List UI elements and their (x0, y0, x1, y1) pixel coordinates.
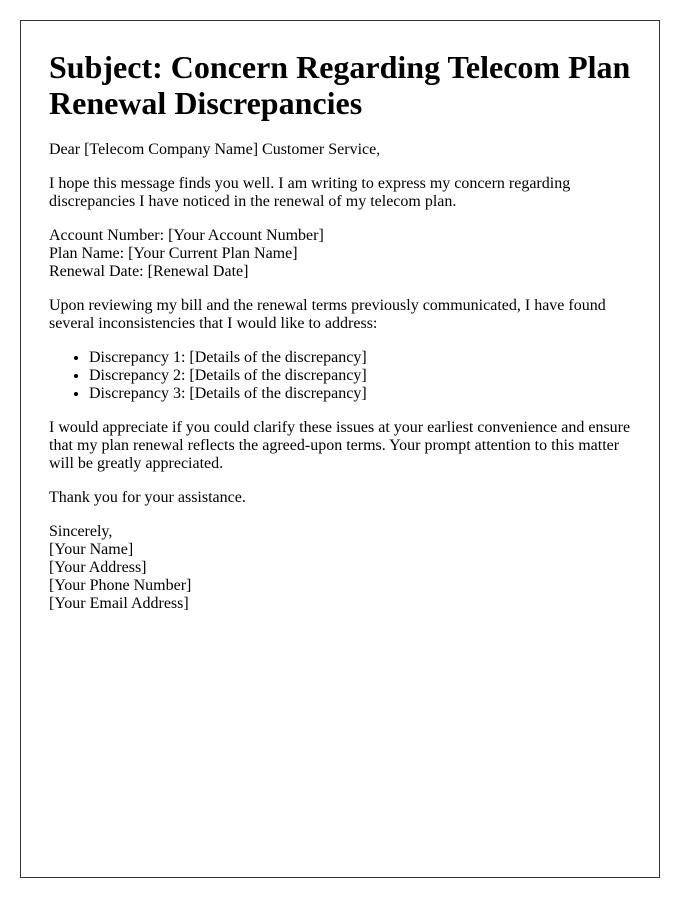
renewal-date: Renewal Date: [Renewal Date] (49, 263, 249, 280)
subject-heading: Subject: Concern Regarding Telecom Plan Renewal Discrepancies (49, 49, 631, 121)
signature-block (49, 523, 631, 613)
thanks-paragraph: Thank you for your assistance. (49, 489, 246, 506)
greeting: Dear [Telecom Company Name] Customer Service, (49, 141, 381, 158)
letter-page (20, 20, 660, 878)
signature-address: [Your Address] (49, 559, 147, 576)
intro-paragraph: I hope this message finds you well. I am writing to express my concern regarding discrepancies I have noticed in the renewal of my telecom plan. (49, 175, 571, 210)
account-number: Account Number: [Your Account Number] (49, 227, 324, 244)
discrepancy-list (49, 349, 631, 403)
list-item: • Discrepancy 1: [Details of the discrepancy] (89, 349, 631, 367)
plan-name: Plan Name: [Your Current Plan Name] (49, 245, 298, 262)
signature-email: [Your Email Address] (49, 595, 189, 612)
signature-phone: [Your Phone Number] (49, 577, 192, 594)
list-item: • Discrepancy 3: [Details of the discrepancy] (89, 385, 631, 403)
account-details (49, 227, 631, 281)
review-paragraph: Upon reviewing my bill and the renewal terms previously communicated, I have found several inconsistencies that I would like to address: (49, 297, 606, 332)
signature-name: [Your Name] (49, 541, 134, 558)
request-paragraph: I would appreciate if you could clarify these issues at your earliest convenience and ensure that my plan renewal reflects the agreed-upon terms. Your prompt attention to this matter will be greatly appreciated. (49, 419, 631, 472)
closing: Sincerely, (49, 523, 113, 540)
list-item: • Discrepancy 2: [Details of the discrepancy] (89, 367, 631, 385)
